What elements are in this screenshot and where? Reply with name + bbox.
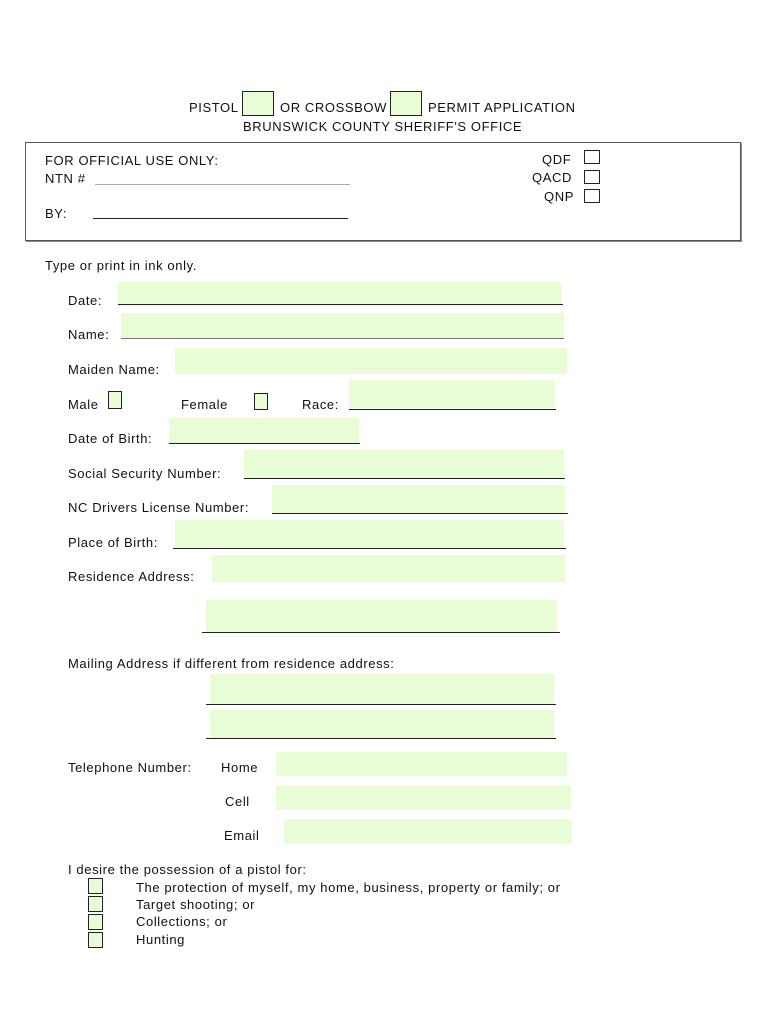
home-label: Home: [221, 760, 259, 775]
telephone-label: Telephone Number:: [68, 760, 192, 775]
protection-checkbox[interactable]: [88, 878, 103, 894]
date-field[interactable]: [118, 282, 561, 306]
collections-checkbox[interactable]: [88, 914, 103, 930]
qnp-label: QNP: [544, 189, 574, 204]
qdf-label: QDF: [542, 152, 572, 167]
cell-label: Cell: [225, 794, 250, 809]
ssn-underline: [244, 478, 565, 479]
cell-phone-field[interactable]: [276, 786, 571, 810]
date-label: Date:: [68, 293, 103, 308]
pistol-checkbox[interactable]: [242, 91, 274, 116]
name-label: Name:: [68, 327, 110, 342]
qnp-checkbox[interactable]: [584, 189, 600, 203]
official-use-title: FOR OFFICIAL USE ONLY:: [45, 153, 219, 168]
race-label: Race:: [302, 397, 339, 412]
hunting-checkbox[interactable]: [88, 932, 103, 948]
office-name: BRUNSWICK COUNTY SHERIFF'S OFFICE: [243, 119, 523, 134]
name-underline: [121, 338, 564, 339]
by-line[interactable]: [93, 218, 348, 219]
mailing-underline-1: [206, 704, 556, 705]
dob-underline: [169, 443, 360, 444]
email-field[interactable]: [284, 819, 572, 844]
qdf-checkbox[interactable]: [584, 150, 600, 164]
female-label: Female: [181, 397, 228, 412]
nc-license-label: NC Drivers License Number:: [68, 500, 250, 515]
residence-field-1[interactable]: [212, 555, 565, 582]
mailing-field-1[interactable]: [210, 674, 554, 704]
permit-application-label: PERMIT APPLICATION: [428, 100, 576, 115]
date-underline: [118, 304, 563, 305]
ntn-label: NTN #: [45, 171, 86, 186]
email-label: Email: [224, 828, 260, 843]
race-underline: [349, 409, 556, 410]
ssn-field[interactable]: [244, 450, 564, 478]
place-of-birth-label: Place of Birth:: [68, 535, 158, 550]
ssn-label: Social Security Number:: [68, 466, 222, 481]
dob-field[interactable]: [169, 418, 359, 444]
by-label: BY:: [45, 206, 68, 221]
target-shooting-label: Target shooting; or: [136, 897, 256, 912]
place-of-birth-underline: [173, 548, 566, 549]
mailing-label: Mailing Address if different from residence address:: [68, 656, 395, 671]
residence-field-2[interactable]: [206, 600, 557, 632]
instruction-text: Type or print in ink only.: [45, 258, 197, 273]
nc-license-field[interactable]: [272, 485, 565, 513]
target-shooting-checkbox[interactable]: [88, 896, 103, 912]
purpose-intro: I desire the possession of a pistol for:: [68, 862, 307, 877]
crossbow-checkbox[interactable]: [390, 91, 422, 116]
nc-license-underline: [272, 513, 568, 514]
female-checkbox[interactable]: [254, 393, 268, 410]
name-field[interactable]: [121, 313, 564, 339]
home-phone-field[interactable]: [276, 752, 567, 776]
race-field[interactable]: [349, 380, 555, 408]
maiden-name-label: Maiden Name:: [68, 362, 160, 377]
qacd-checkbox[interactable]: [584, 170, 600, 184]
mailing-underline-2: [206, 738, 556, 739]
hunting-label: Hunting: [136, 932, 186, 947]
residence-underline: [202, 632, 560, 633]
dob-label: Date of Birth:: [68, 431, 153, 446]
place-of-birth-field[interactable]: [175, 520, 564, 548]
ntn-line[interactable]: [95, 184, 350, 185]
or-crossbow-label: OR CROSSBOW: [280, 100, 387, 115]
mailing-field-2[interactable]: [210, 710, 554, 738]
qacd-label: QACD: [532, 170, 572, 185]
male-checkbox[interactable]: [108, 391, 122, 409]
collections-label: Collections; or: [136, 914, 228, 929]
protection-label: The protection of myself, my home, business, property or family; or: [136, 880, 561, 895]
maiden-name-field[interactable]: [175, 348, 567, 374]
residence-label: Residence Address:: [68, 569, 195, 584]
male-label: Male: [68, 397, 99, 412]
pistol-label: PISTOL: [189, 100, 239, 115]
